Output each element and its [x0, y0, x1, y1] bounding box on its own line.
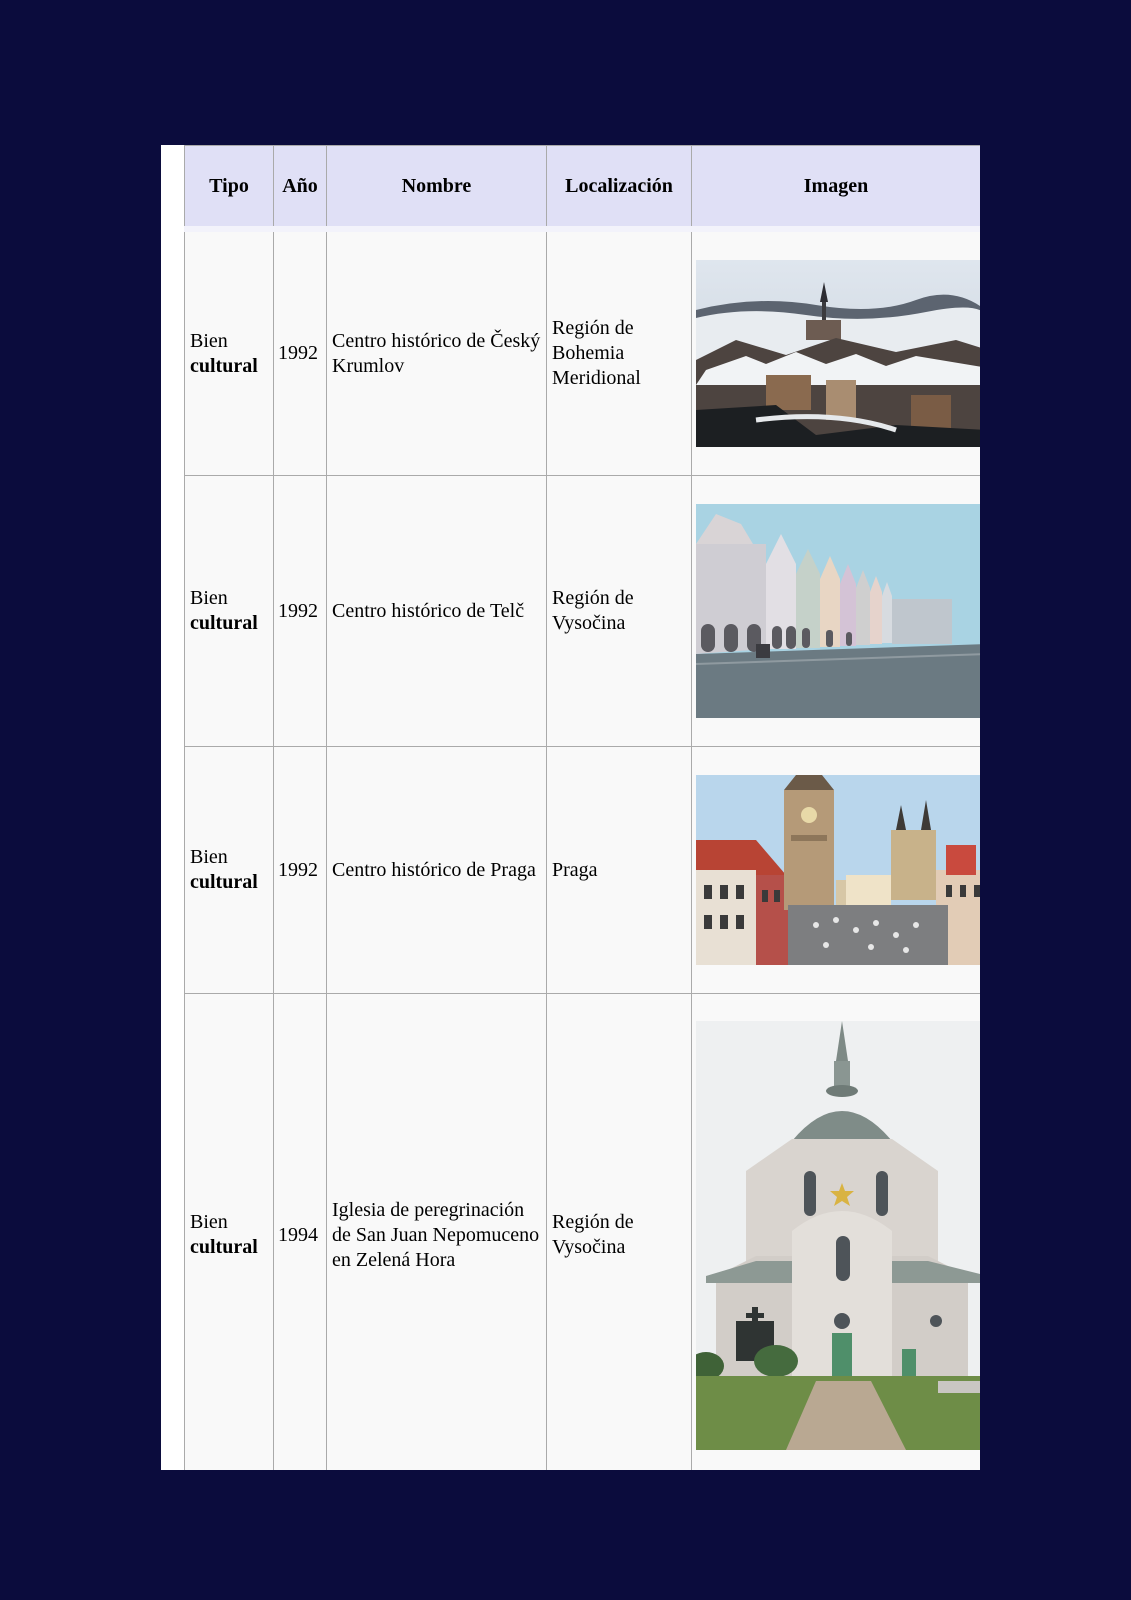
- tipo-category: cultural: [190, 612, 258, 634]
- cell-tipo: [185, 229, 274, 476]
- table-row: [185, 747, 981, 994]
- cell-imagen: [692, 476, 981, 747]
- tipo-label: Bien: [190, 329, 228, 352]
- cell-tipo: [185, 476, 274, 747]
- heritage-sites-table: [184, 145, 980, 1470]
- tipo-category: cultural: [190, 354, 258, 377]
- pilgrimage-church-photo[interactable]: [696, 1021, 980, 1450]
- cell-ano: 1992: [274, 476, 327, 747]
- cell-ano: 1992: [274, 229, 327, 476]
- cell-nombre[interactable]: Centro histórico de Český Krumlov: [327, 229, 547, 476]
- table-container: [184, 145, 980, 1470]
- snowy-town-photo[interactable]: [696, 260, 980, 447]
- cell-tipo: [185, 994, 274, 1471]
- cell-tipo: [185, 747, 274, 994]
- document-page: [161, 145, 980, 1470]
- cell-imagen: [692, 994, 981, 1471]
- cell-imagen: [692, 747, 981, 994]
- header-tipo: Tipo: [185, 146, 274, 230]
- tipo-category: cultural: [190, 871, 258, 893]
- tipo-label: Bien: [190, 846, 228, 868]
- cell-nombre[interactable]: Iglesia de peregrinación de San Juan Nepomuceno en Zelená Hora: [327, 994, 547, 1471]
- cell-localizacion[interactable]: Región de Bohemia Meridional: [547, 229, 692, 476]
- table-row: [185, 476, 981, 747]
- tipo-label: Bien: [190, 1211, 228, 1233]
- tipo-label: Bien: [190, 587, 228, 609]
- tipo-category: cultural: [190, 1236, 258, 1258]
- cell-ano: 1992: [274, 747, 327, 994]
- cell-nombre[interactable]: Centro histórico de Telč: [327, 476, 547, 747]
- table-header-row: [185, 146, 981, 230]
- cell-ano: 1994: [274, 994, 327, 1471]
- header-nombre: Nombre: [327, 146, 547, 230]
- header-localizacion: Localización: [547, 146, 692, 230]
- cell-localizacion[interactable]: Región de Vysočina: [547, 476, 692, 747]
- header-ano: Año: [274, 146, 327, 230]
- table-row: [185, 229, 981, 476]
- cell-localizacion[interactable]: Región de Vysočina: [547, 994, 692, 1471]
- cell-localizacion[interactable]: Praga: [547, 747, 692, 994]
- cell-imagen: [692, 229, 981, 476]
- header-imagen: Imagen: [692, 146, 981, 230]
- cell-nombre[interactable]: Centro histórico de Praga: [327, 747, 547, 994]
- table-row: [185, 994, 981, 1471]
- town-square-photo[interactable]: [696, 504, 980, 718]
- old-town-square-photo[interactable]: [696, 775, 980, 965]
